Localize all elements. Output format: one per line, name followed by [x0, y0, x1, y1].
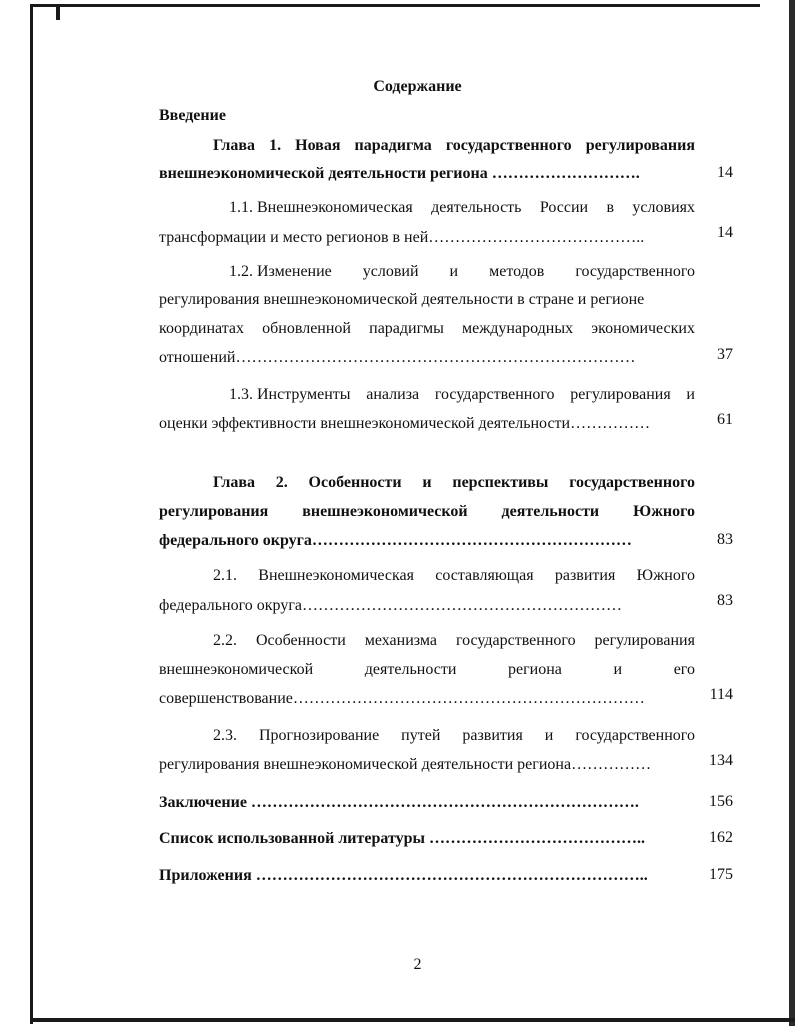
scan-border-top	[30, 4, 760, 7]
toc-section-1-3-line-2[interactable]: оценки эффективности внешнеэкономической деятельности……………	[159, 415, 651, 432]
page-ref-section-2-3: 134	[709, 752, 733, 769]
toc-conclusion[interactable]: Заключение ……………………………………………………………….	[159, 794, 639, 811]
page-ref-section-2-2: 114	[709, 686, 733, 703]
page-ref-section-1-2: 37	[717, 346, 733, 363]
toc-section-1-3-line-1[interactable]: 1.3. Инструменты анализа государственного регулирования и	[229, 386, 695, 403]
page-ref-references: 162	[709, 829, 733, 846]
toc-section-2-2-line-2[interactable]: внешнеэкономической деятельности региона и его	[159, 661, 695, 678]
toc-heading: Содержание	[373, 78, 462, 95]
toc-section-2-2-line-1[interactable]: 2.2. Особенности механизма государственного регулирования	[213, 632, 695, 649]
toc-section-2-1-line-2[interactable]: федерального округа……………………………………………………	[159, 597, 622, 614]
toc-section-1-1-line-2[interactable]: трансформации и место регионов в ней…………………………………..	[159, 229, 645, 246]
toc-section-2-3-line-1[interactable]: 2.3. Прогнозирование путей развития и государственного	[213, 727, 695, 744]
toc-chapter-2-line-1[interactable]: Глава 2. Особенности и перспективы государственного	[213, 474, 695, 491]
toc-section-2-1-line-1[interactable]: 2.1. Внешнеэкономическая составляющая развития Южного	[213, 567, 695, 584]
toc-chapter-2-line-3[interactable]: федерального округа……………………………………………………	[159, 532, 632, 549]
page-ref-conclusion: 156	[709, 793, 733, 810]
toc-chapter-1-line-2[interactable]: внешнеэкономической деятельности региона ……………………….	[159, 165, 640, 182]
toc-chapter-2-line-2[interactable]: регулирования внешнеэкономической деятельности Южного	[159, 503, 695, 520]
toc-section-1-2-line-2[interactable]: регулирования внешнеэкономической деятельности в стране и регионе	[159, 291, 645, 308]
toc-references[interactable]: Список использованной литературы …………………………………..	[159, 830, 645, 847]
page-ref-appendix: 175	[709, 866, 733, 883]
toc-section-1-2-line-3[interactable]: координатах обновленной парадигмы международных экономических	[159, 320, 695, 337]
page-ref-section-1-3: 61	[717, 411, 733, 428]
toc-intro[interactable]: Введение	[159, 107, 226, 124]
page-ref-chapter-1: 14	[717, 164, 733, 181]
toc-section-2-3-line-2[interactable]: регулирования внешнеэкономической деятельности региона……………	[159, 756, 652, 773]
scan-border-bottom	[30, 1018, 795, 1022]
toc-section-1-2-line-1[interactable]: 1.2. Изменение условий и методов государственного	[229, 263, 695, 280]
toc-section-2-2-line-3[interactable]: совершенствование…………………………………………………………	[159, 690, 645, 707]
page-number: 2	[413, 956, 422, 973]
page-ref-chapter-2: 83	[717, 531, 733, 548]
scan-mark	[56, 6, 60, 20]
page-ref-section-2-1: 83	[717, 592, 733, 609]
toc-section-1-2-line-4[interactable]: отношений…………………………………………………………………	[159, 349, 636, 366]
toc-section-1-1-line-1[interactable]: 1.1. Внешнеэкономическая деятельность России в условиях	[229, 199, 695, 216]
toc-appendix[interactable]: Приложения ………………………………………………………………..	[159, 867, 648, 884]
page-ref-section-1-1: 14	[717, 224, 733, 241]
scan-border-right	[789, 0, 795, 1026]
scan-border-left	[30, 4, 33, 1024]
toc-chapter-1-line-1[interactable]: Глава 1. Новая парадигма государственного регулирования	[213, 137, 695, 154]
